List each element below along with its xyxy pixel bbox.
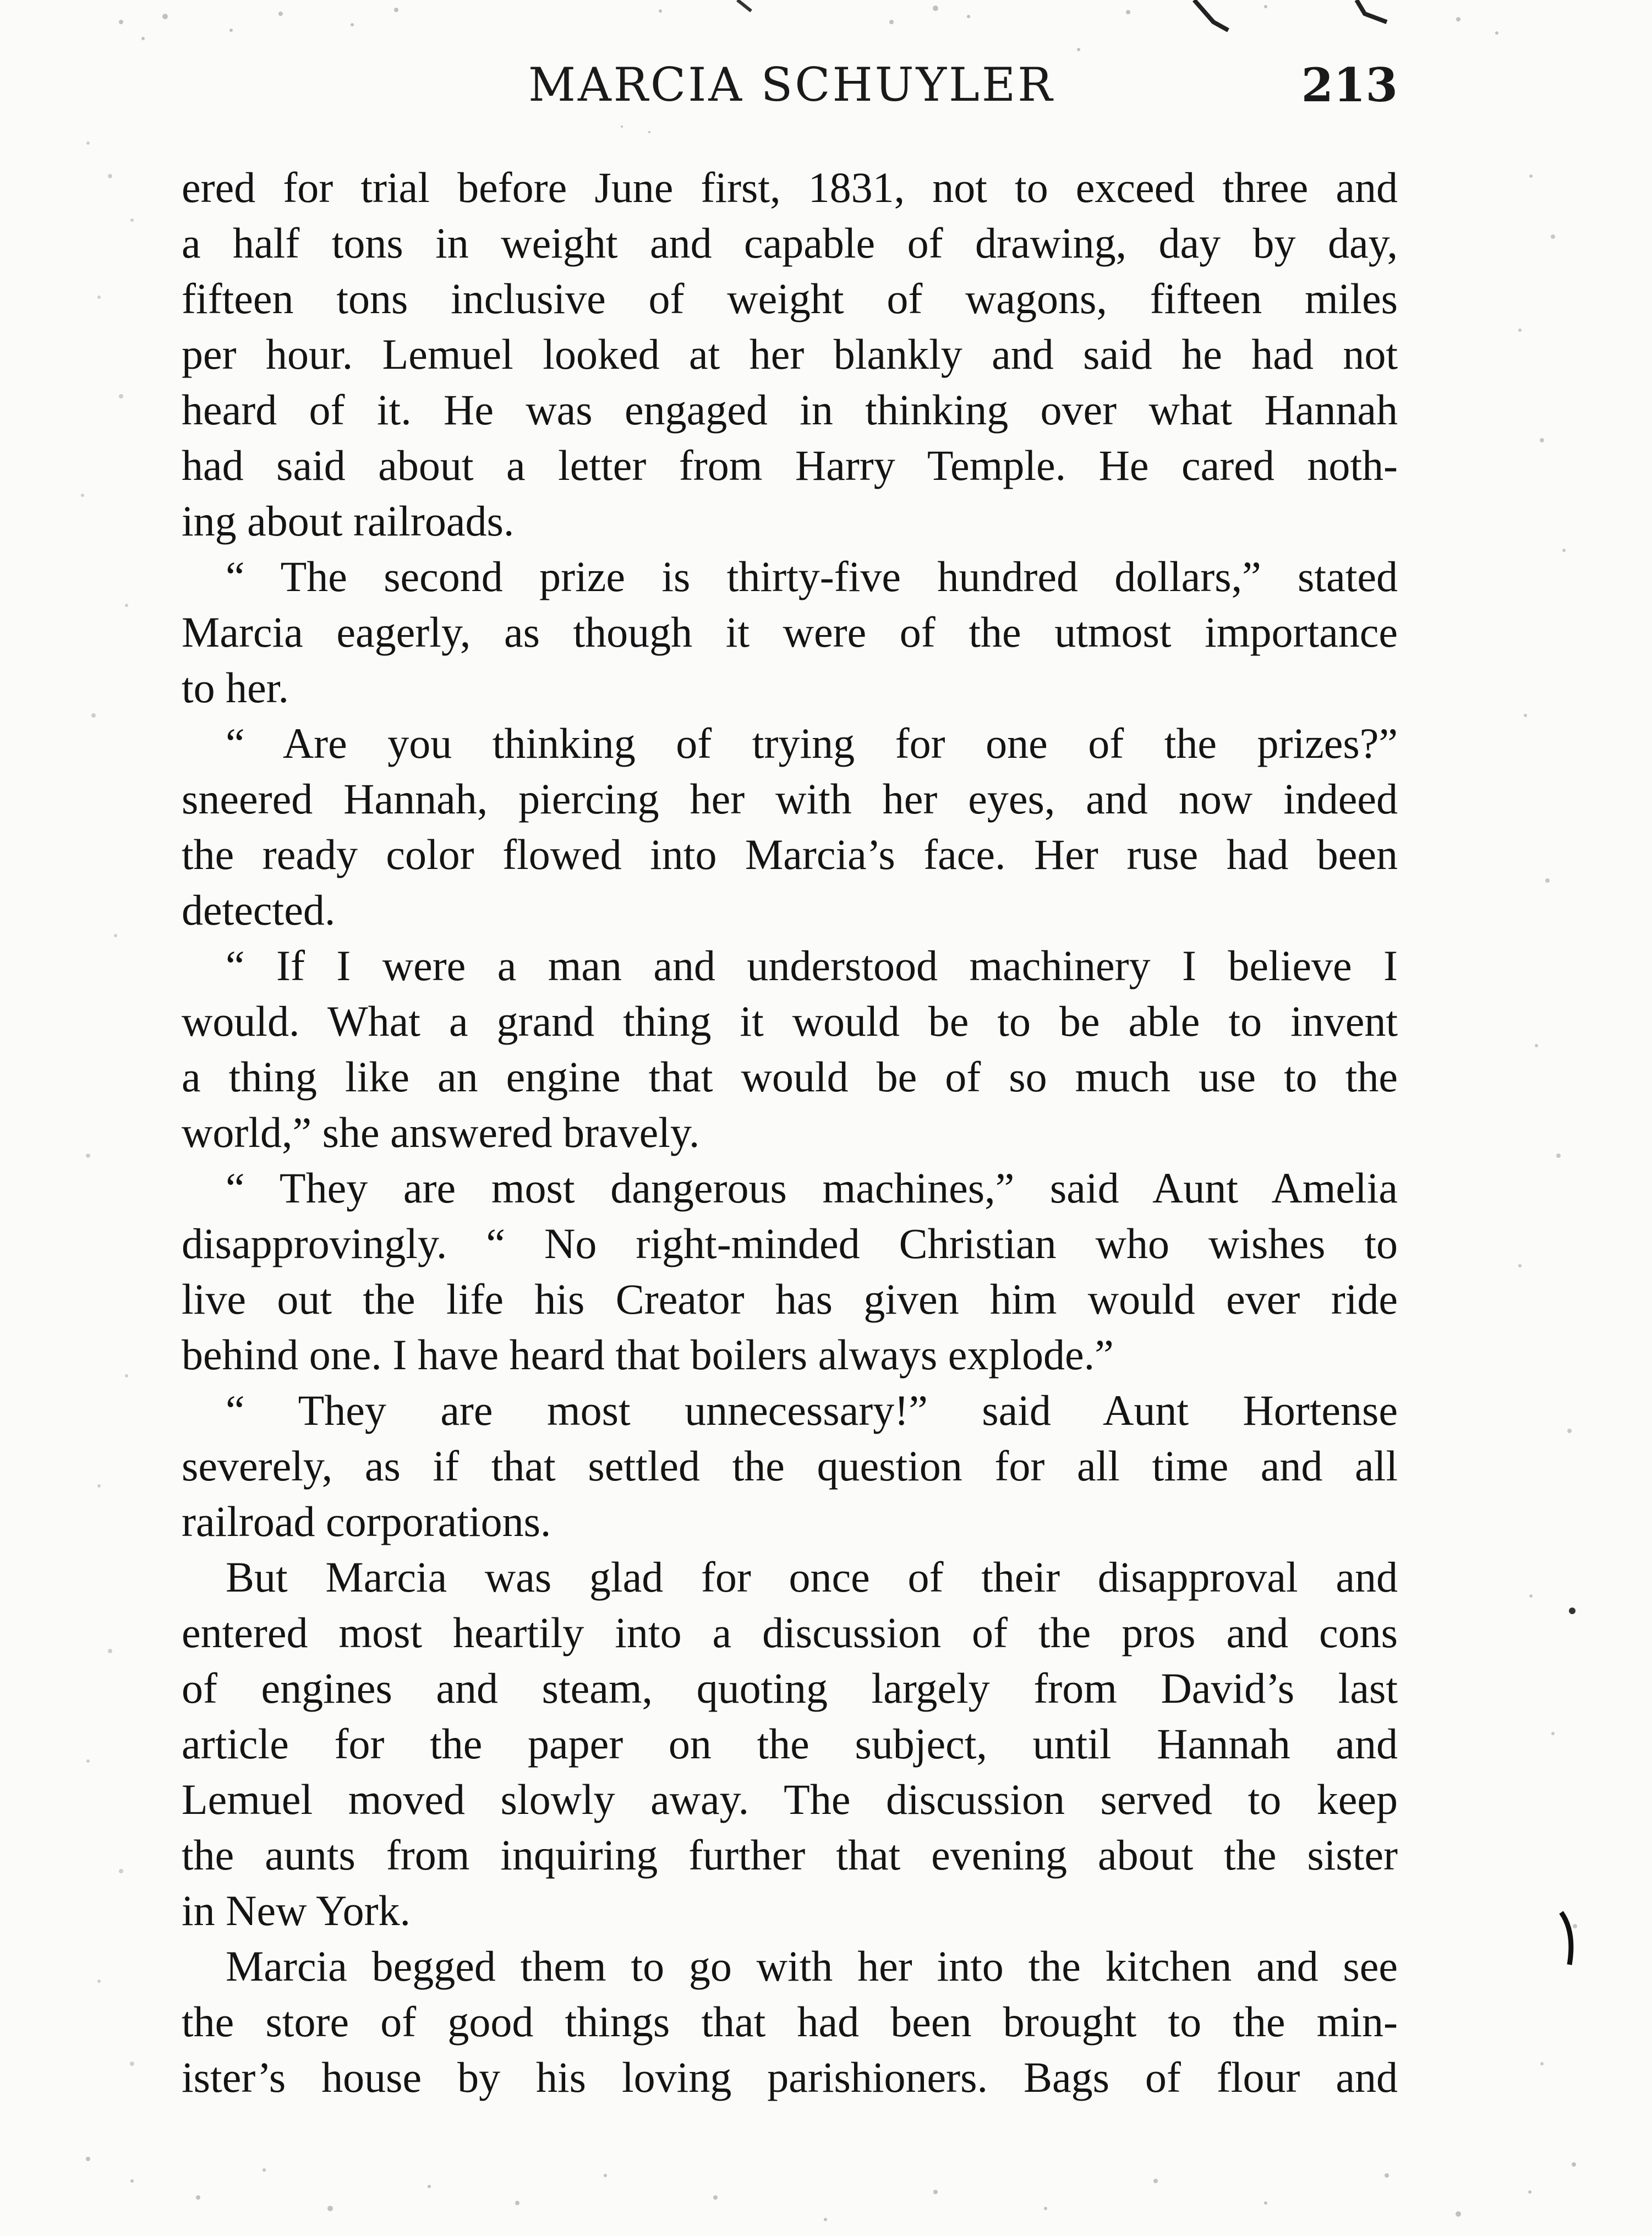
text-line: world,” she answered bravely. bbox=[182, 1108, 700, 1156]
text-line: railroad corporations. bbox=[182, 1497, 551, 1545]
body-text bbox=[182, 160, 1398, 2105]
running-head bbox=[528, 52, 1398, 129]
text-line: a half tons in weight and capable of drawing, day by day, bbox=[182, 219, 1398, 267]
text-line: fifteen tons inclusive of weight of wagons, fifteen miles bbox=[182, 275, 1398, 322]
text-line: sneered Hannah, piercing her with her eyes, and now indeed bbox=[182, 775, 1398, 823]
text-line: would. What a grand thing it would be to be able to invent bbox=[182, 997, 1398, 1045]
text-line: ered for trial before June first, 1831, not to exceed three and bbox=[182, 163, 1398, 211]
text-line: ing about railroads. bbox=[182, 497, 515, 545]
text-line: “ They are most dangerous machines,” said Aunt Amelia bbox=[226, 1164, 1398, 1212]
text-line: the ready color flowed into Marcia’s face. Her ruse had been bbox=[182, 830, 1398, 878]
text-line: entered most heartily into a discussion of the pros and cons bbox=[182, 1609, 1398, 1657]
text-line: the aunts from inquiring further that evening about the sister bbox=[182, 1831, 1398, 1879]
scan-noise-bottom bbox=[0, 2093, 1652, 2236]
text-line: detected. bbox=[182, 886, 336, 934]
scan-noise-right bbox=[1487, 110, 1652, 2201]
text-line: “ Are you thinking of trying for one of the prizes?” bbox=[226, 719, 1398, 767]
scan-noise-left bbox=[0, 110, 165, 2201]
text-line: ister’s house by his loving parishioners. Bags of flour and bbox=[182, 2053, 1398, 2101]
text-line: behind one. I have heard that boilers always explode.” bbox=[182, 1331, 1114, 1379]
text-line: “ The second prize is thirty-five hundred dollars,” stated bbox=[226, 553, 1398, 600]
text-line: to her. bbox=[182, 664, 289, 712]
text-line: disapprovingly. “ No right-minded Christian who wishes to bbox=[182, 1220, 1398, 1267]
text-line: per hour. Lemuel looked at her blankly and said he had not bbox=[182, 330, 1398, 378]
text-line: Marcia eagerly, as though it were of the utmost importance bbox=[182, 608, 1398, 656]
text-line: Lemuel moved slowly away. The discussion served to keep bbox=[182, 1775, 1398, 1823]
text-line: But Marcia was glad for once of their disapproval and bbox=[226, 1553, 1398, 1601]
text-line: the store of good things that had been brought to the min- bbox=[182, 1998, 1398, 2046]
text-line: a thing like an engine that would be of so much use to the bbox=[182, 1053, 1398, 1101]
page-number: 213 bbox=[1301, 58, 1398, 112]
text-line: “ They are most unnecessary!” said Aunt Hortense bbox=[226, 1386, 1398, 1434]
text-line: live out the life his Creator has given him would ever ride bbox=[182, 1275, 1398, 1323]
text-line: had said about a letter from Harry Temple. He cared noth- bbox=[182, 441, 1398, 489]
running-title: MARCIA SCHUYLER bbox=[528, 58, 1055, 112]
text-line: heard of it. He was engaged in thinking over what Hannah bbox=[182, 386, 1398, 434]
text-line: Marcia begged them to go with her into the kitchen and see bbox=[226, 1942, 1398, 1990]
text-line: article for the paper on the subject, until Hannah and bbox=[182, 1720, 1398, 1768]
text-line: “ If I were a man and understood machinery I believe I bbox=[226, 942, 1398, 989]
text-line: severely, as if that settled the question for all time and all bbox=[182, 1442, 1398, 1490]
text-line: in New York. bbox=[182, 1887, 411, 1934]
text-line: of engines and steam, quoting largely from David’s last bbox=[182, 1664, 1398, 1712]
